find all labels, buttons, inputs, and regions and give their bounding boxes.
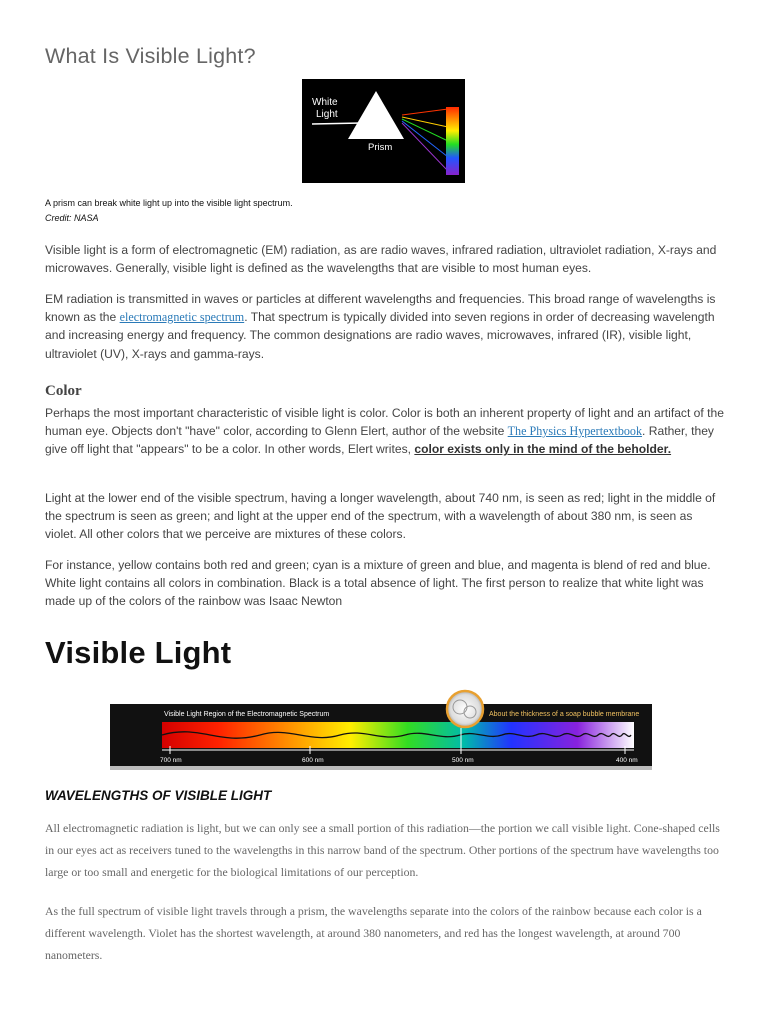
spectrum-header-right: About the thickness of a soap bubble membrane — [489, 711, 640, 718]
bold-quote: color exists only in the mind of the beholder. — [414, 442, 672, 457]
paragraph-color-mixing: For instance, yellow contains both red and green; cyan is a mixture of green and blue, and magenta is blend of red and blue. White light contains all colors in combination. Black is a total absence of light. The first person to realize that white light was made up of the colors of the rainbow was Isaac Newton — [45, 558, 711, 609]
wavelengths-heading: WAVELENGTHS OF VISIBLE LIGHT — [45, 788, 272, 803]
figure-caption: A prism can break white light up into the visible light spectrum. — [45, 198, 293, 208]
color-heading: Color — [45, 383, 82, 399]
paragraph-em-spectrum — [45, 290, 725, 363]
electromagnetic-spectrum-link[interactable]: electromagnetic spectrum — [119, 310, 245, 325]
spectrum-tick-500: 500 nm — [452, 757, 474, 764]
paragraph-prism-spectrum: As the full spectrum of visible light travels through a prism, the wavelengths separate into the colors of the rainbow because each color is a different wavelength. Violet has the shortest wavelength, at around 380 nanometers, and red has the longest wavelength, at around 700 nanometers. — [45, 904, 702, 962]
prism-label-light: Light — [316, 109, 338, 120]
paragraph-text: EM radiation is transmitted in waves or particles at different wavelengths and frequencies. This broad range of wavelengths is known as the — [45, 292, 716, 325]
paragraph-text: . Rather, they give off light that "appears" to be a color. In other words, Elert writes, — [45, 424, 714, 457]
paragraph-em-radiation: All electromagnetic radiation is light, but we can only see a small portion of this radiation—the portion we call visible light. Cone-shaped cells in our eyes act as receivers tuned to the wavelengths in this narrow band of the spectrum. Other portions of the spectrum have wavelengths too large or too small and energetic for the biological limitations of our perception. — [45, 821, 720, 879]
prism-label-prism: Prism — [368, 142, 393, 153]
spectrum-tick-400: 400 nm — [616, 757, 638, 764]
paragraph-wavelength-colors: Light at the lower end of the visible spectrum, having a longer wavelength, about 740 nm, is seen as red; light in the middle of the spectrum is seen as green; and light at the upper end of the spectrum, with a wavelength of about 380 nm, is seen as violet. All other colors that we perceive are mixtures of these colors. — [45, 491, 716, 542]
figure-credit: Credit: NASA — [45, 213, 99, 223]
page-title: What Is Visible Light? — [45, 44, 256, 68]
spectrum-header-left: Visible Light Region of the Electromagnetic Spectrum — [164, 711, 330, 718]
spectrum-tick-600: 600 nm — [302, 757, 324, 764]
paragraph-color — [45, 404, 725, 459]
paragraph-intro: Visible light is a form of electromagnetic (EM) radiation, as are radio waves, infrared radiation, ultraviolet radiation, X-rays and microwaves. Generally, visible light is defined as the wavelengths that are visible to most human eyes. — [45, 243, 717, 276]
physics-hypertextbook-link[interactable]: The Physics Hypertextbook — [507, 424, 643, 439]
prism-image — [302, 79, 465, 183]
spectrum-tick-700: 700 nm — [160, 757, 182, 764]
paragraph-text: . That spectrum is typically divided into seven regions in order of decreasing wavelength and increasing energy and frequency. The common designations are radio waves, microwaves, infrared (IR), visible light, ultraviolet (UV), X-rays and gamma-rays. — [45, 310, 715, 361]
spectrum-image — [110, 688, 652, 770]
prism-label-white: White — [312, 97, 338, 108]
paragraph-text: Perhaps the most important characteristic of visible light is color. Color is both an inherent property of light and an artifact of the human eye. Objects don't "have" color, according to Glenn Elert, author of the website — [45, 406, 724, 439]
visible-light-heading: Visible Light — [45, 635, 232, 670]
